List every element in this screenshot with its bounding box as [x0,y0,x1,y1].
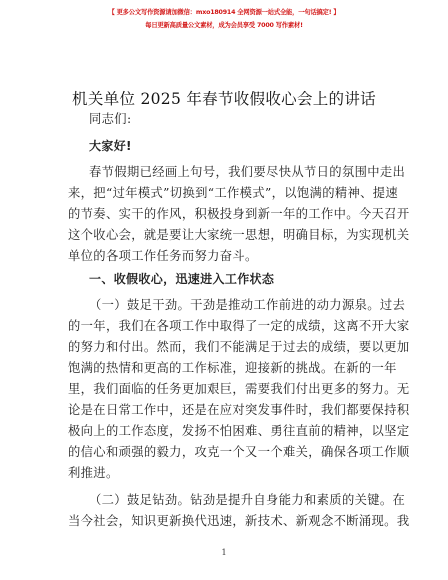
paragraph-line: 单位的各项工作任务而努力奋斗。 [68,249,258,263]
promo-banner-line-2: 每日更新高质量公文素材，成为会员享受 7000 写作素材! [145,22,303,29]
paragraph-line: （一）鼓足干劲。干劲是推动工作前进的动力源泉。过去 [89,298,406,312]
paragraph-line: 论是在日常工作中，还是在应对突发事件时，我们都要保持积 [68,403,410,417]
paragraph-line: 极向上的工作态度，发扬不怕困难、勇往直前的精神，以坚定 [68,424,410,438]
promo-banner-line-1: 【 更多公文写作资源请加微信：mxo180914 全网资源一站式全能，一句话搞定! 】 [108,9,340,16]
document-title: 机关单位 2025 年春节收假收心会上的讲话 [72,90,376,108]
paragraph-line: 春节假期已经画上句号，我们要尽快从节日的氛围中走出 [89,165,406,179]
section-heading: 一、收假收心，迅速进入工作状态 [89,272,275,286]
paragraph-line: 里，我们面临的任务更加艰巨，需要我们付出更多的努力。无 [68,382,410,396]
salutation: 同志们: [89,112,132,126]
paragraph-line: 的信心和顽强的毅力，攻克一个又一个难关，确保各项工作顺 [68,445,410,459]
paragraph-line: 这个收心会，就是要让大家统一思想，明确目标，为实现机关 [68,228,410,242]
paragraph-line: （二）鼓足钻劲。钻劲是提升自身能力和素质的关键。在 [89,493,406,507]
greeting: 大家好! [89,139,132,153]
paragraph-line: 的节奏、实干的作风，积极投身到新一年的工作中。今天召开 [68,207,410,221]
paragraph-line: 饱满的热情和更高的工作标准，迎接新的挑战。在新的一年 [68,361,397,375]
paragraph-line: 当今社会，知识更新换代迅速，新技术、新观念不断涌现。我 [68,514,410,528]
paragraph-line: 利推进。 [68,466,119,480]
paragraph-line: 的努力和付出。然而，我们不能满足于过去的成绩，要以更加 [68,340,410,354]
paragraph-line: 的一年，我们在各项工作中取得了一定的成绩，这离不开大家 [68,319,410,333]
paragraph-line: 来，把“过年模式”切换到“工作模式”，以饱满的精神、提速 [68,186,399,200]
page-number: 1 [221,548,227,557]
promo-banner [0,6,448,32]
